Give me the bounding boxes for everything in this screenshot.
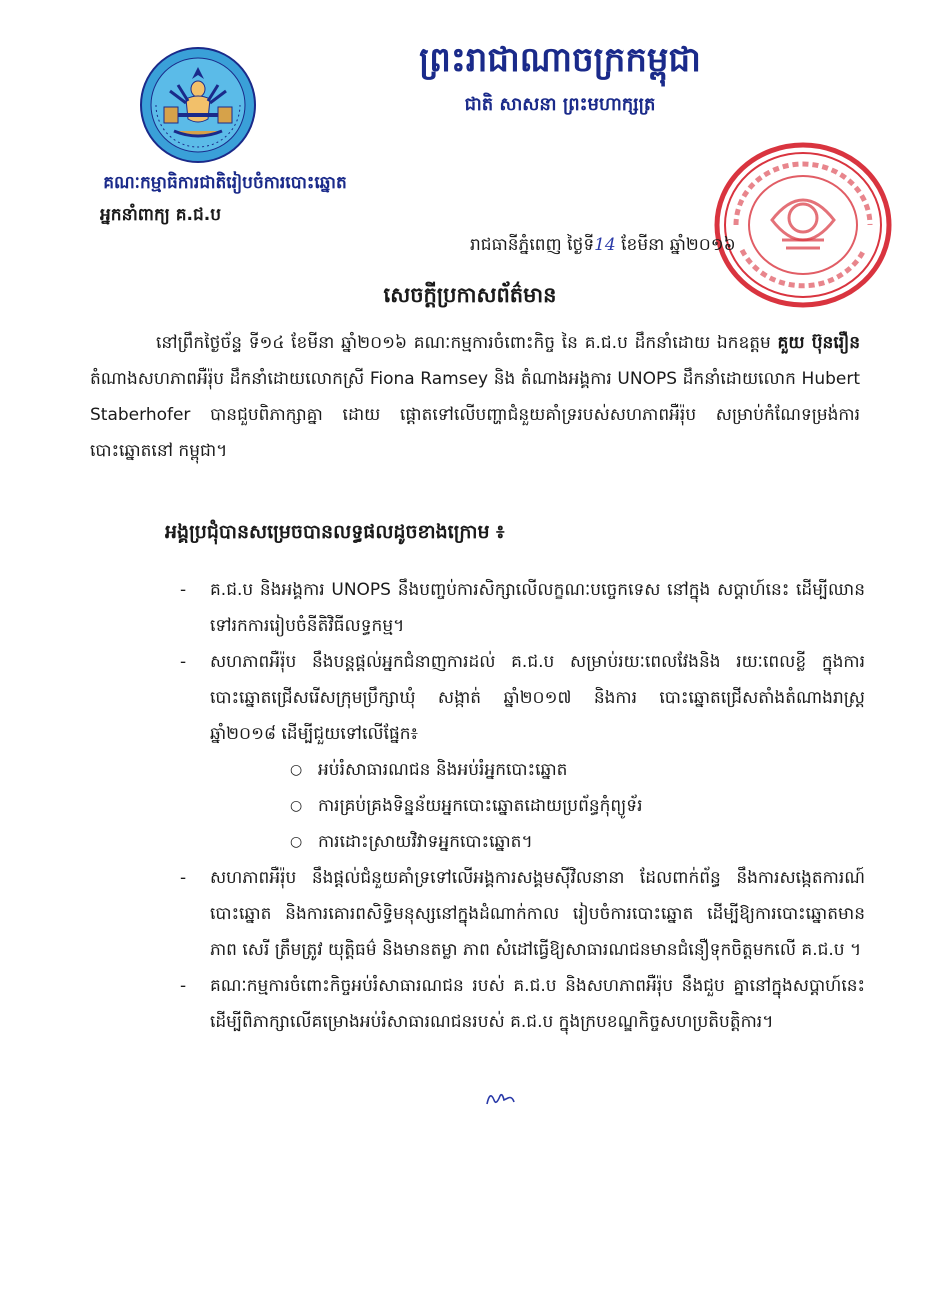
circle-bullet-icon: ○ <box>290 834 303 850</box>
date-prefix: រាជធានីភ្នំពេញ ថ្ងៃទី <box>470 235 595 255</box>
date-suffix: ខែមីនា ឆ្នាំ២០១៦ <box>615 235 736 255</box>
sub-point-2-text: ការគ្រប់គ្រងទិន្នន័យអ្នកបោះឆ្នោតដោយប្រព័ន្ធកុំព្យូទ័រ <box>318 796 643 816</box>
dash-marker: - <box>180 652 187 672</box>
dash-marker: - <box>180 976 187 996</box>
list-item <box>175 860 865 968</box>
sub-list-item <box>290 824 865 860</box>
point-1-text: គ.ជ.ប និងអង្គការ UNOPS នឹងបញ្ចប់ការសិក្សាលើលក្ខណៈបច្ចេកទេស នៅក្នុង សប្តាហ៍នេះ ដើម្បីឈានទៅរកការរៀបចំនីតិវិធីលទ្ធកម្ម។ <box>210 580 865 636</box>
sub-point-1-text: អប់រំសាធារណជន និងអប់រំអ្នកបោះឆ្នោត <box>318 760 568 780</box>
list-item <box>175 572 865 644</box>
intro-text-2: តំណាងសហភាពអឺរ៉ុប ដឹកនាំដោយលោកស្រី Fiona Ramsey និង តំណាងអង្គការ UNOPS ដឹកនាំដោយលោក Hubert Staberhofer បានជួបពិភាក្សាគ្នា ដោយ ផ្តោតទៅលើបញ្ហាជំនួយគាំទ្ររបស់សហភាពអឺរ៉ុប សម្រាប់កំណែទម្រង់ការបោះឆ្នោតនៅ កម្ពុជា។ <box>90 369 860 461</box>
org-name: គណៈកម្មាធិការជាតិរៀបចំការបោះឆ្នោត <box>103 173 347 193</box>
nec-emblem-icon <box>138 45 258 165</box>
spokesperson-label: អ្នកនាំពាក្យ គ.ជ.ប <box>100 205 222 225</box>
national-motto: ជាតិ សាសនា ព្រះមហាក្សត្រ <box>464 94 656 115</box>
sub-list <box>210 752 865 860</box>
sub-point-3-text: ការដោះស្រាយវិវាទអ្នកបោះឆ្នោត។ <box>318 832 533 852</box>
intro-text-1: នៅព្រឹកថ្ងៃច័ន្ទ ទី១៤ ខែមីនា ឆ្នាំ២០១៦ គណៈកម្មការចំពោះកិច្ច នៃ គ.ជ.ប ដឹកនាំដោយ ឯកឧត្តម <box>156 333 778 353</box>
list-item <box>175 968 865 1040</box>
list-item <box>175 644 865 860</box>
kingdom-title: ព្រះរាជាណាចក្រកម្ពុជា <box>419 40 701 80</box>
circle-bullet-icon: ○ <box>290 762 303 778</box>
official-seal-icon <box>712 140 894 310</box>
date-day-handwritten: 14 <box>594 235 616 255</box>
dash-marker: - <box>180 868 187 888</box>
document-title: សេចក្តីប្រកាសព័ត៌មាន <box>383 283 557 307</box>
point-4-text: គណៈកម្មការចំពោះកិច្ចអប់រំសាធារណជន របស់ គ.ជ.ប និងសហភាពអឺរ៉ុប នឹងជួប គ្នានៅក្នុងសប្តាហ៍នេះ ដើម្បីពិភាក្សាលើគម្រោងអប់រំសាធារណជនរបស់ គ.ជ.ប ក្នុងក្របខណ្ឌកិច្ចសហប្រតិបត្តិការ។ <box>210 976 865 1032</box>
point-3-text: សហភាពអឺរ៉ុប នឹងផ្តល់ជំនួយគាំទ្រទៅលើអង្គការសង្គមស៊ីវិលនានា ដែលពាក់ព័ន្ធ នឹងការសង្កេតការណ៍បោះឆ្នោត និងការគោរពសិទ្ធិមនុស្សនៅក្នុងដំណាក់កាល រៀបចំការបោះឆ្នោត ដើម្បីឱ្យការបោះឆ្នោតមានភាព សេរី ត្រឹមត្រូវ យុត្តិធម៌ និងមានតម្លា ភាព សំដៅធ្វើឱ្យសាធារណជនមានជំនឿទុកចិត្តមកលើ គ.ជ.ប ។ <box>210 868 865 960</box>
circle-bullet-icon: ○ <box>290 798 303 814</box>
sub-list-item <box>290 752 865 788</box>
results-heading: អង្គប្រជុំបានសម្រេចបានលទ្ធផលដូចខាងក្រោម ៖ <box>165 521 505 543</box>
sub-list-item <box>290 788 865 824</box>
dash-marker: - <box>180 580 187 600</box>
intro-paragraph <box>90 325 860 469</box>
point-2-text: សហភាពអឺរ៉ុប នឹងបន្តផ្តល់អ្នកជំនាញការដល់ គ.ជ.ប សម្រាប់រយៈពេលវែងនិង រយៈពេលខ្លី ក្នុងការបោះឆ្នោតជ្រើសរើសក្រុមប្រឹក្សាឃុំ សង្កាត់ ឆ្នាំ២០១៧ និងការ បោះឆ្នោតជ្រើសតាំងតំណាងរាស្ត្រ ឆ្នាំ២០១៨ ដើម្បីជួយទៅលើផ្នែក៖ <box>210 652 865 744</box>
intro-bold-name: គួយ ប៊ុនរឿន <box>777 333 860 353</box>
results-list <box>175 572 865 1040</box>
handwritten-initials-icon <box>484 1086 516 1110</box>
date-line <box>470 234 736 259</box>
